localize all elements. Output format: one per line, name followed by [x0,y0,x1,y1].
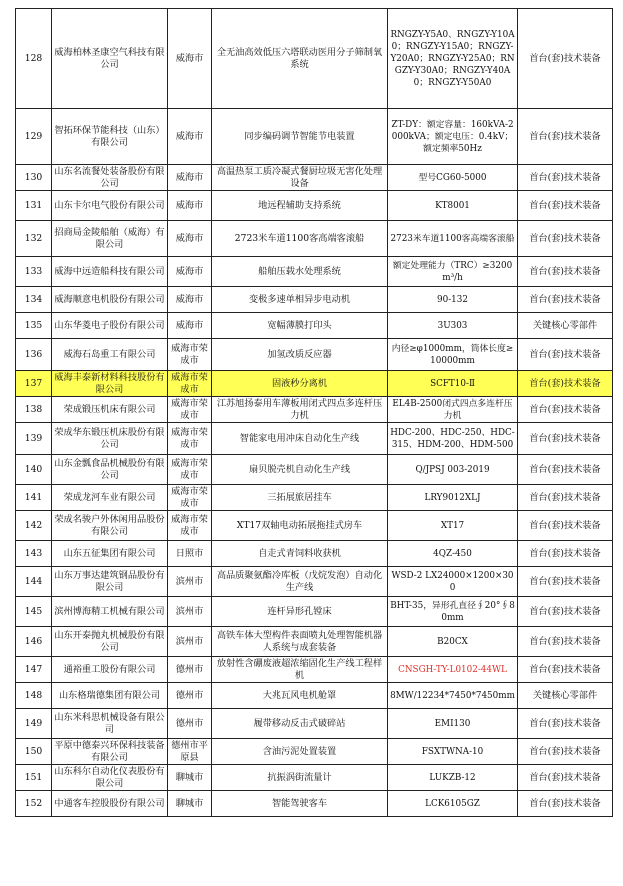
cell-company: 山东卡尔电气股份有限公司 [52,191,168,221]
cell-no: 144 [16,567,52,597]
cell-no: 129 [16,109,52,165]
cell-product: 同步编码调节智能节电装置 [212,109,388,165]
cell-no: 133 [16,257,52,287]
cell-company: 山东科尔自动化仪表股份有限公司 [52,765,168,791]
equipment-table [15,8,613,817]
cell-city: 威海市 [168,109,212,165]
cell-no: 146 [16,627,52,657]
cell-city: 威海市荣成市 [168,455,212,485]
cell-city: 威海市荣成市 [168,485,212,511]
cell-company: 山东开泰抛丸机械股份有限公司 [52,627,168,657]
table-row [16,221,613,257]
cell-model: 4QZ-450 [388,541,518,567]
cell-model: EL4B-2500闭式四点多连杆压力机 [388,397,518,423]
cell-company: 威海顺意电机股份有限公司 [52,287,168,313]
cell-company: 平原中德泰兴环保科技装备有限公司 [52,739,168,765]
cell-type: 首台(套)技术装备 [518,765,613,791]
cell-type: 首台(套)技术装备 [518,657,613,683]
cell-city: 德州市 [168,683,212,709]
cell-type: 首台(套)技术装备 [518,165,613,191]
cell-model: LCK6105GZ [388,791,518,817]
cell-model: 内径≥φ1000mm，筒体长度≥10000mm [388,339,518,371]
cell-model: ZT-DY：额定容量：160kVA-2000kVA；额定电压：0.4kV；额定频率50Hz [388,109,518,165]
cell-no: 132 [16,221,52,257]
cell-model: Q/JPSJ 003-2019 [388,455,518,485]
table-row [16,257,613,287]
cell-product: 三拓展旅居挂车 [212,485,388,511]
table-row [16,683,613,709]
cell-product: 地远程辅助支持系统 [212,191,388,221]
cell-type: 首台(套)技术装备 [518,287,613,313]
table-row [16,165,613,191]
cell-type: 首台(套)技术装备 [518,511,613,541]
cell-model: 3U303 [388,313,518,339]
cell-product: 抗振涡街流量计 [212,765,388,791]
cell-city: 威海市荣成市 [168,397,212,423]
cell-model: LRY9012XLJ [388,485,518,511]
cell-company: 威海中远造船科技有限公司 [52,257,168,287]
cell-type: 首台(套)技术装备 [518,423,613,455]
cell-model: 额定处理能力（TRC）≥3200m³/h [388,257,518,287]
cell-type: 首台(套)技术装备 [518,397,613,423]
cell-product: 智能驾驶客车 [212,791,388,817]
cell-company: 威海柏林圣康空气科技有限公司 [52,9,168,109]
cell-company: 威海石岛重工有限公司 [52,339,168,371]
cell-city: 聊城市 [168,765,212,791]
cell-company: 山东格瑞德集团有限公司 [52,683,168,709]
cell-type: 首台(套)技术装备 [518,109,613,165]
table-row [16,657,613,683]
cell-city: 滨州市 [168,597,212,627]
table-row [16,397,613,423]
cell-city: 威海市 [168,9,212,109]
cell-type: 首台(套)技术装备 [518,541,613,567]
table-row [16,627,613,657]
table-row [16,567,613,597]
cell-product: 江苏旭扬泰用车薄板用闭式四点多连杆压力机 [212,397,388,423]
cell-city: 威海市荣成市 [168,371,212,397]
cell-model: FSXTWNA-10 [388,739,518,765]
table-body [16,9,613,817]
cell-company: 智拓环保节能科技（山东）有限公司 [52,109,168,165]
cell-city: 威海市荣成市 [168,511,212,541]
cell-model: 90-132 [388,287,518,313]
table-row [16,597,613,627]
cell-product: 高品质聚氨酯冷库板（戊烷发泡）自动化生产线 [212,567,388,597]
cell-type: 首台(套)技术装备 [518,627,613,657]
cell-model: 型号CG60-5000 [388,165,518,191]
cell-product: 自走式青饲料收获机 [212,541,388,567]
cell-city: 德州市 [168,709,212,739]
cell-product: 含油污泥处置装置 [212,739,388,765]
cell-city: 威海市 [168,257,212,287]
cell-model: RNGZY-Y5A0、RNGZY-Y10A0；RNGZY-Y15A0；RNGZY-Y20A0；RNGZY-Y25A0；RNGZY-Y30A0；RNGZY-Y40A0；RNGZY-Y50A0 [388,9,518,109]
cell-type: 首台(套)技术装备 [518,597,613,627]
cell-company: 威海丰泰新材料科技股份有限公司 [52,371,168,397]
cell-company: 山东万事达建筑钢品股份有限公司 [52,567,168,597]
cell-company: 荣成龙河车业有限公司 [52,485,168,511]
cell-model: SCFT10-Ⅱ [388,371,518,397]
cell-product: 连杆异形孔镗床 [212,597,388,627]
cell-type: 首台(套)技术装备 [518,791,613,817]
cell-no: 147 [16,657,52,683]
cell-company: 荣成华东锻压机床股份有限公司 [52,423,168,455]
cell-city: 威海市 [168,221,212,257]
cell-city: 聊城市 [168,791,212,817]
cell-city: 威海市 [168,191,212,221]
cell-no: 142 [16,511,52,541]
cell-model: XT17 [388,511,518,541]
cell-city: 威海市荣成市 [168,339,212,371]
cell-company: 中通客车控股股份有限公司 [52,791,168,817]
cell-model: CNSGH-TY-L0102-44WL [388,657,518,683]
cell-company: 山东五征集团有限公司 [52,541,168,567]
cell-model: 8MW/12234*7450*7450mm [388,683,518,709]
cell-no: 151 [16,765,52,791]
cell-product: 船舶压载水处理系统 [212,257,388,287]
cell-type: 关键核心零部件 [518,683,613,709]
cell-no: 128 [16,9,52,109]
cell-type: 首台(套)技术装备 [518,709,613,739]
table-row [16,485,613,511]
cell-company: 通裕重工股份有限公司 [52,657,168,683]
cell-no: 137 [16,371,52,397]
cell-model: 2723米车道1100客高端客滚船 [388,221,518,257]
table-row [16,541,613,567]
cell-no: 138 [16,397,52,423]
cell-product: 全无油高效低压六塔联动医用分子筛制氧系统 [212,9,388,109]
cell-no: 134 [16,287,52,313]
cell-type: 首台(套)技术装备 [518,9,613,109]
cell-product: 高铁车体大型构件表面喷丸处理智能机器人系统与成套装备 [212,627,388,657]
cell-no: 145 [16,597,52,627]
table-row [16,423,613,455]
cell-city: 滨州市 [168,567,212,597]
table-row [16,511,613,541]
cell-product: 固液秒分离机 [212,371,388,397]
table-row [16,191,613,221]
cell-no: 136 [16,339,52,371]
cell-city: 威海市 [168,165,212,191]
cell-product: 放射性含硼废液超浓缩固化生产线工程样机 [212,657,388,683]
table-row [16,313,613,339]
cell-type: 关键核心零部件 [518,313,613,339]
cell-company: 滨州博海精工机械有限公司 [52,597,168,627]
cell-city: 德州市 [168,657,212,683]
cell-type: 首台(套)技术装备 [518,339,613,371]
cell-company: 山东华菱电子股份有限公司 [52,313,168,339]
table-row [16,339,613,371]
cell-no: 143 [16,541,52,567]
cell-type: 首台(套)技术装备 [518,221,613,257]
cell-product: 高温热泵工质冷凝式餐厨垃圾无害化处理设备 [212,165,388,191]
cell-product: 大兆瓦风电机舱罩 [212,683,388,709]
cell-type: 首台(套)技术装备 [518,191,613,221]
cell-product: XT17双轴电动拓展拖挂式房车 [212,511,388,541]
table-row [16,287,613,313]
cell-type: 首台(套)技术装备 [518,257,613,287]
cell-model: KT8001 [388,191,518,221]
table-row [16,109,613,165]
cell-product: 加氢改质反应器 [212,339,388,371]
cell-company: 山东金瓢食品机械股份有限公司 [52,455,168,485]
cell-model: WSD-2 LX24000×1200×300 [388,567,518,597]
cell-no: 152 [16,791,52,817]
cell-no: 130 [16,165,52,191]
cell-city: 威海市荣成市 [168,423,212,455]
cell-model: EMI130 [388,709,518,739]
table-row [16,455,613,485]
cell-no: 140 [16,455,52,485]
cell-city: 德州市平原县 [168,739,212,765]
table-row [16,739,613,765]
table-row [16,371,613,397]
table-row [16,765,613,791]
cell-company: 招商局金陵船舶（威海）有限公司 [52,221,168,257]
table-row [16,709,613,739]
cell-company: 荣成名骏户外休闲用品股份有限公司 [52,511,168,541]
cell-model: BHT-35，异形孔直径∮20°∮80mm [388,597,518,627]
cell-product: 变极多速单相异步电动机 [212,287,388,313]
cell-model: LUKZB-12 [388,765,518,791]
cell-company: 荣成锻压机床有限公司 [52,397,168,423]
cell-no: 139 [16,423,52,455]
cell-no: 150 [16,739,52,765]
cell-no: 135 [16,313,52,339]
cell-city: 滨州市 [168,627,212,657]
table-row [16,791,613,817]
cell-model: B20CX [388,627,518,657]
cell-city: 威海市 [168,313,212,339]
cell-type: 首台(套)技术装备 [518,371,613,397]
cell-company: 山东名流餐处装备股份有限公司 [52,165,168,191]
cell-type: 首台(套)技术装备 [518,739,613,765]
cell-no: 131 [16,191,52,221]
cell-no: 148 [16,683,52,709]
cell-product: 智能家电用冲床自动化生产线 [212,423,388,455]
cell-type: 首台(套)技术装备 [518,485,613,511]
cell-no: 141 [16,485,52,511]
cell-type: 首台(套)技术装备 [518,567,613,597]
cell-product: 履带移动反击式破碎站 [212,709,388,739]
table-row [16,9,613,109]
cell-product: 2723米车道1100客高端客滚船 [212,221,388,257]
cell-city: 日照市 [168,541,212,567]
cell-city: 威海市 [168,287,212,313]
cell-type: 首台(套)技术装备 [518,455,613,485]
cell-no: 149 [16,709,52,739]
cell-product: 扇贝脱壳机自动化生产线 [212,455,388,485]
cell-company: 山东米科思机械设备有限公司 [52,709,168,739]
cell-model: HDC-200、HDC-250、HDC-315、HDM-200、HDM-500 [388,423,518,455]
cell-product: 宽幅薄膜打印头 [212,313,388,339]
